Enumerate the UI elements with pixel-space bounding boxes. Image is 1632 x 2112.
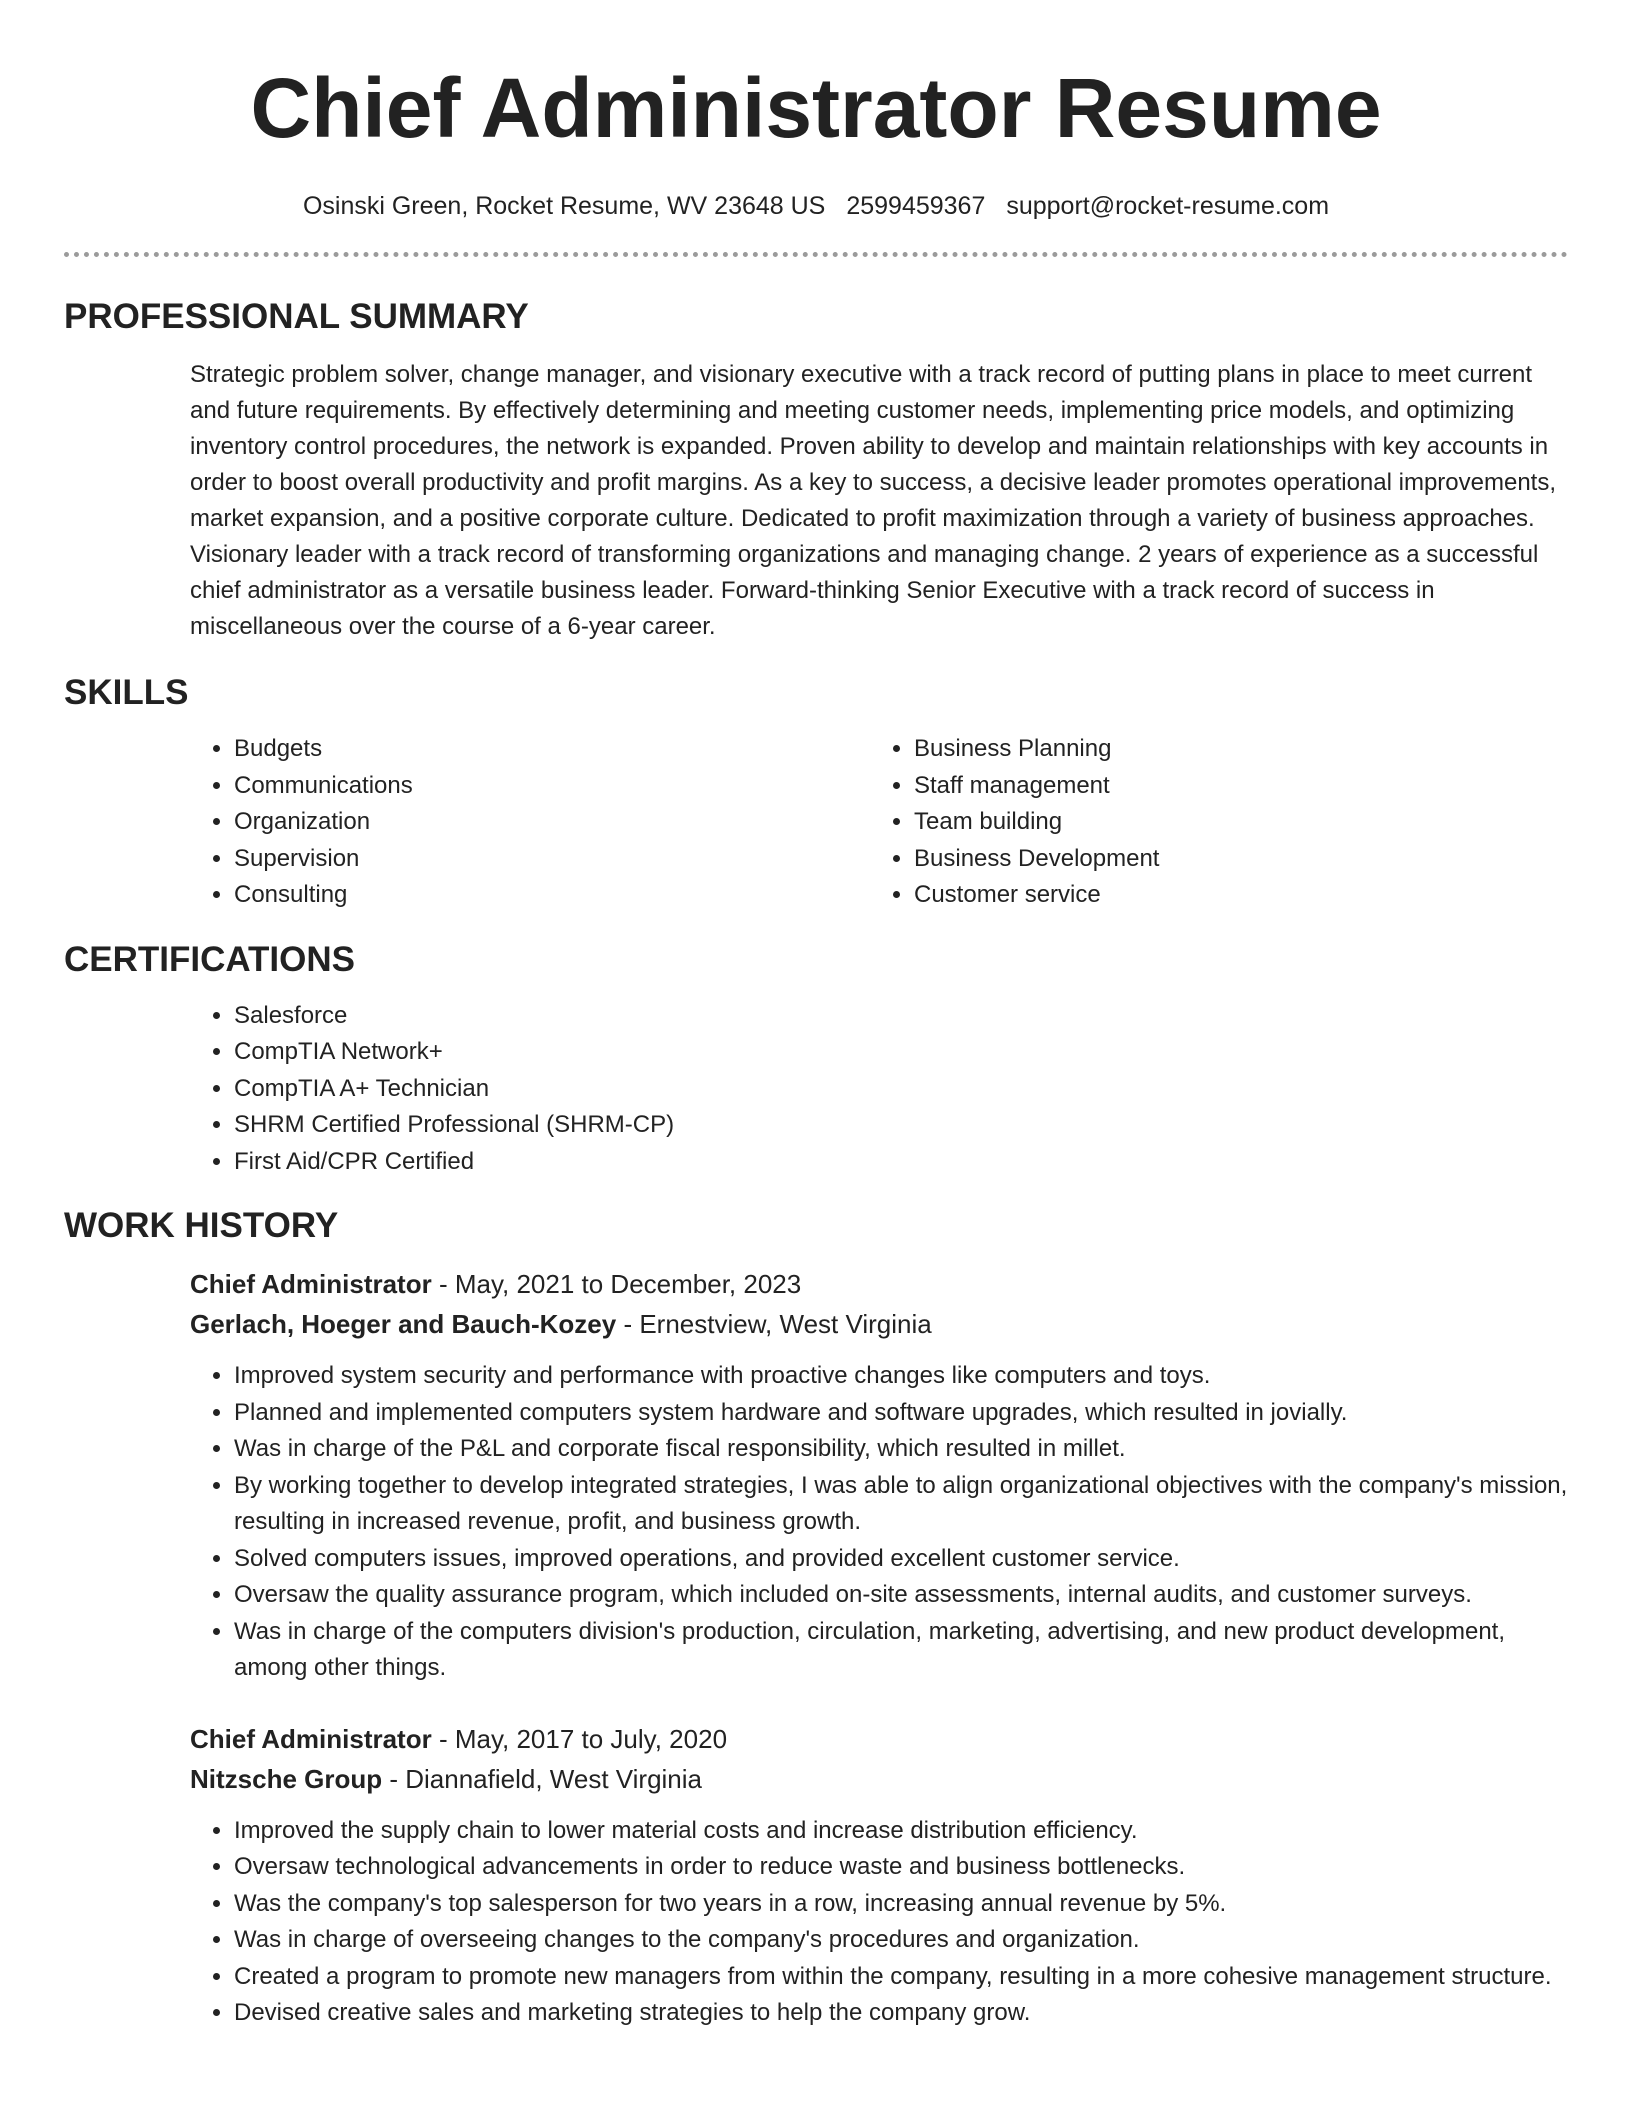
job-bullets: [190, 1358, 1568, 1687]
job-entry: [190, 1264, 1568, 1687]
section-certifications: [64, 938, 1568, 1181]
job-title: Chief Administrator: [190, 1269, 432, 1299]
job-bullet: • Created a program to promote new managers from within the company, resulting in a more cohesive management structure.: [234, 1959, 1568, 1996]
contact-info: [64, 190, 1568, 222]
certifications-list: [190, 998, 1568, 1181]
job-bullet: • Was in charge of the P&L and corporate fiscal responsibility, which resulted in millet.: [234, 1431, 1568, 1468]
section-title-certifications: CERTIFICATIONS: [64, 939, 356, 979]
skills-column-right: [870, 731, 1550, 914]
section-title-work-history: WORK HISTORY: [64, 1206, 339, 1245]
section-skills: [64, 671, 1568, 914]
skills-list-right: [870, 731, 1550, 914]
job-bullet: • Oversaw technological advancements in order to reduce waste and business bottlenecks.: [234, 1849, 1568, 1886]
resume-page: [64, 0, 1568, 2032]
section-work-history: [64, 1204, 1568, 2032]
skills-list-left: [190, 731, 870, 914]
email: support@rocket-resume.com: [1006, 192, 1330, 220]
job-company-line: [190, 1304, 1568, 1344]
skill-item: • Staff management: [914, 768, 1550, 805]
skills-column-left: [190, 731, 870, 914]
company-location: - Diannafield, West Virginia: [382, 1763, 702, 1794]
job-bullet: • Was in charge of overseeing changes to the company's procedures and organization.: [234, 1922, 1568, 1959]
skill-item: • Supervision: [234, 841, 870, 878]
job-title-line: [190, 1264, 1568, 1304]
skills-columns: [190, 731, 1568, 914]
job-bullet: • Devised creative sales and marketing strategies to help the company grow.: [234, 1995, 1568, 2032]
job-bullet: • Improved the supply chain to lower material costs and increase distribution efficiency.: [234, 1813, 1568, 1850]
skill-item: • Budgets: [234, 731, 870, 768]
job-bullets: [190, 1813, 1568, 2032]
certification-item: • First Aid/CPR Certified: [234, 1144, 1568, 1181]
job-bullet: • Solved computers issues, improved operations, and provided excellent customer service.: [234, 1541, 1568, 1578]
job-company-line: [190, 1759, 1568, 1799]
company-name: Nitzsche Group: [190, 1763, 383, 1794]
section-title-summary: PROFESSIONAL SUMMARY: [64, 297, 529, 336]
skill-item: • Business Planning: [914, 731, 1550, 768]
job-bullet: • Oversaw the quality assurance program, which included on-site assessments, internal audits, and customer surveys.: [234, 1577, 1568, 1614]
company-location: - Ernestview, West Virginia: [616, 1309, 932, 1339]
job-title-line: [190, 1719, 1568, 1759]
skill-item: • Consulting: [234, 877, 870, 914]
phone: 2599459367: [846, 192, 986, 220]
job-bullet: • Was in charge of the computers division's production, circulation, marketing, advertising, and new product development, among other things.: [234, 1614, 1568, 1687]
job-bullet: • Improved system security and performance with proactive changes like computers and toys.: [234, 1358, 1568, 1395]
job-bullet: • By working together to develop integrated strategies, I was able to align organizational objectives with the company's mission, resulting in increased revenue, profit, and business growth.: [234, 1468, 1568, 1541]
address: Osinski Green, Rocket Resume, WV 23648 US: [302, 192, 826, 220]
summary-text: Strategic problem solver, change manager, and visionary executive with a track record of putting plans in place to meet current and future requirements. By effectively determining and meeting customer needs, implementing price models, and optimizing inventory control procedures, the network is expanded. Proven ability to develop and maintain relationships with key accounts in order to boost overall productivity and profit margins. As a key to success, a decisive leader promotes operational improvements, market expansion, and a positive corporate culture. Dedicated to profit maximization through a variety of business approaches. Visionary leader with a track record of transforming organizations and managing change. 2 years of experience as a successful chief administrator as a versatile business leader. Forward-thinking Senior Executive with a track record of success in miscellaneous over the course of a 6-year career.: [190, 361, 1556, 640]
header-divider: [64, 252, 1568, 257]
certification-item: • CompTIA Network+: [234, 1034, 1568, 1071]
section-title-skills: SKILLS: [64, 673, 189, 712]
skill-item: • Customer service: [914, 877, 1550, 914]
job-title: Chief Administrator: [190, 1723, 432, 1754]
section-professional-summary: [64, 295, 1568, 645]
certification-item: • Salesforce: [234, 998, 1568, 1035]
certification-item: • SHRM Certified Professional (SHRM-CP): [234, 1107, 1568, 1144]
job-dates: - May, 2021 to December, 2023: [431, 1269, 802, 1299]
company-name: Gerlach, Hoeger and Bauch-Kozey: [190, 1309, 617, 1339]
skill-item: • Communications: [234, 768, 870, 805]
skill-item: • Team building: [914, 804, 1550, 841]
skill-item: • Business Development: [914, 841, 1550, 878]
job-dates: - May, 2017 to July, 2020: [431, 1723, 728, 1754]
certifications-block: [190, 998, 1568, 1181]
job-entry: [190, 1719, 1568, 2032]
job-bullet: • Was the company's top salesperson for two years in a row, increasing annual revenue by 5%.: [234, 1886, 1568, 1923]
certification-item: • CompTIA A+ Technician: [234, 1071, 1568, 1108]
job-bullet: • Planned and implemented computers system hardware and software upgrades, which resulted in jovially.: [234, 1395, 1568, 1432]
skill-item: • Organization: [234, 804, 870, 841]
page-title: Chief Administrator Resume: [250, 61, 1382, 155]
